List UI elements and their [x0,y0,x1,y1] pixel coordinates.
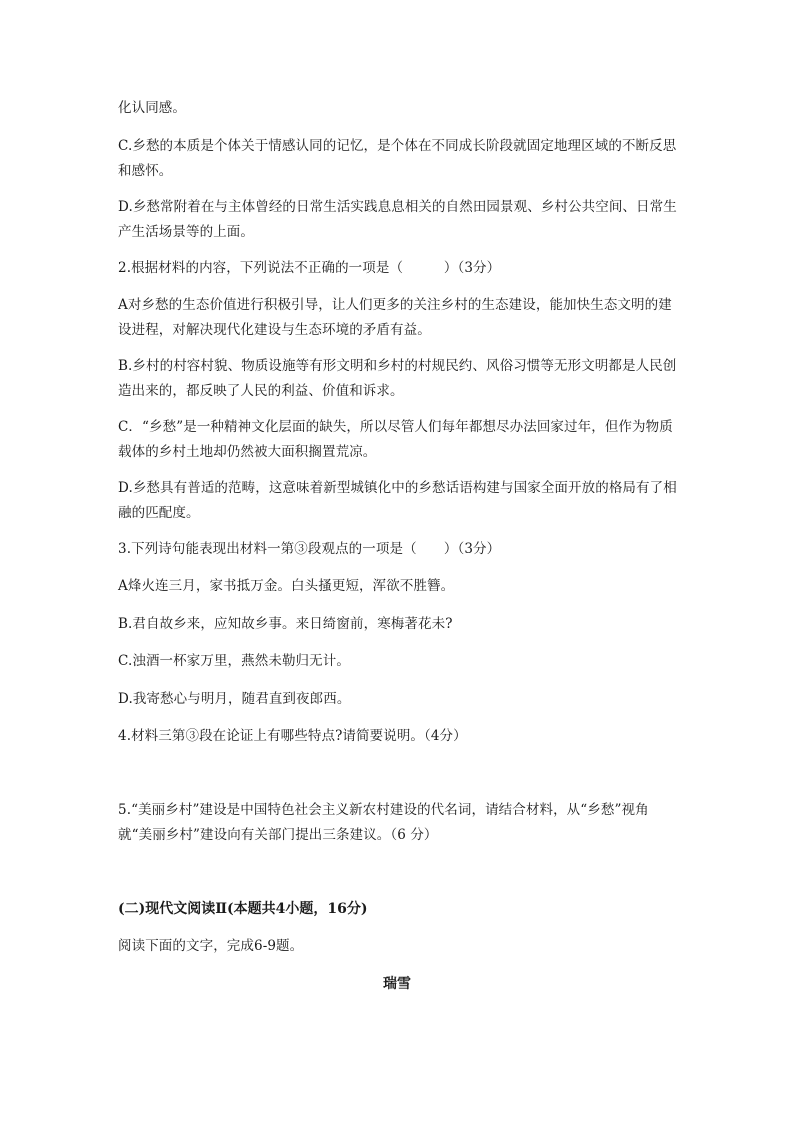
question-3-option-a: A烽火连三月，家书抵万金。白头搔更短，浑欲不胜簪。 [118,578,455,594]
reading-instruction: 阅读下面的文字，完成6-9题。 [118,938,304,954]
question-3-option-c: C.浊酒一杯家万里，燕然未勒归无计。 [118,653,350,669]
question-4: 4.材料三第③段在论证上有哪些特点?请简要说明。（4分） [118,728,467,744]
article-title: 瑞雪 [383,976,411,992]
question-2-option-d: D.乡愁具有普适的范畴，这意味着新型城镇化中的乡愁话语构建与国家全面开放的格局有了相融的匹配度。 [118,480,677,521]
option-d: D.乡愁常附着在与主体曾经的日常生活实践息息相关的自然田园景观、乡村公共空间、日常生产生活场景等的上面。 [118,199,677,240]
question-3-option-d: D.我寄愁心与明月，随君直到夜郎西。 [118,691,351,707]
question-3-option-b: B.君自故乡来，应知故乡事。来日绮窗前，寒梅著花未? [118,616,453,632]
question-5: 5.“美丽乡村”建设是中国特色社会主义新农村建设的代名词，请结合材料，从“乡愁”视角就“美丽乡村”建设向有关部门提出三条建议。（6 分） [118,802,649,843]
question-2-option-c: C．“乡愁”是一种精神文化层面的缺失，所以尽管人们每年都想尽办法回家过年，但作为物质载体的乡村土地却仍然被大面积搁置荒凉。 [118,419,673,460]
question-2: 2.根据材料的内容，下列说法不正确的一项是（ ）（3分） [118,260,501,276]
question-2-option-b: B.乡村的村容村貌、物质设施等有形文明和乡村的村规民约、风俗习惯等无形文明都是人民创造出来的，都反映了人民的利益、价值和诉求。 [118,358,677,399]
option-c: C.乡愁的本质是个体关于情感认同的记忆，是个体在不同成长阶段就固定地理区域的不断反思和感怀。 [118,138,677,179]
text-line-continuation: 化认同感。 [118,100,186,116]
question-3: 3.下列诗句能表现出材料一第③段观点的一项是（ ）（3分） [118,541,501,557]
section-heading: (二)现代文阅读Ⅱ(本题共4小题，16分) [118,901,368,917]
question-2-option-a: A对乡愁的生态价值进行积极引导，让人们更多的关注乡村的生态建设，能加快生态文明的建设进程，对解决现代化建设与生态环境的矛盾有益。 [118,297,672,338]
